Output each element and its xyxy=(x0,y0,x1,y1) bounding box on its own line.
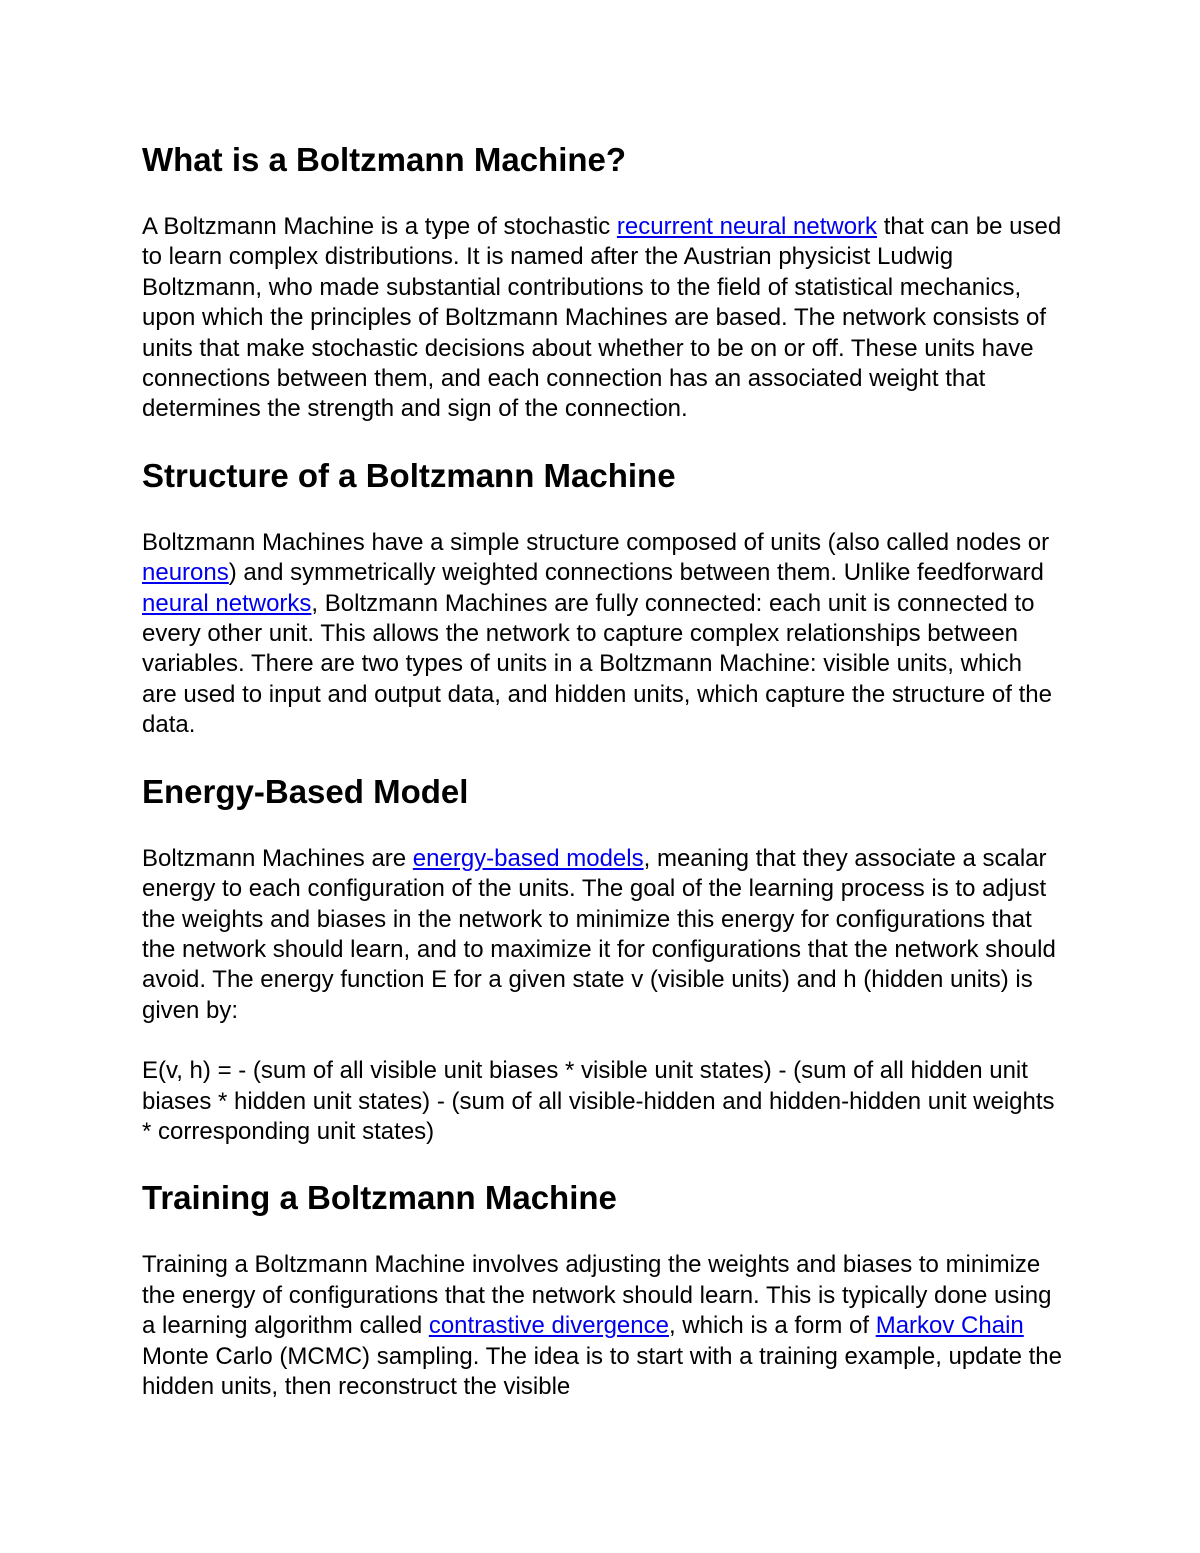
link-energy-based-models[interactable]: energy-based models xyxy=(412,844,644,872)
section-heading-structure: Structure of a Boltzmann Machine xyxy=(142,456,676,494)
link-neural-networks[interactable]: neural networks xyxy=(142,589,312,617)
paragraph-text: that can be used to learn complex distributions. It is named after the Austrian physicist Ludwig Boltzmann, who made substantial contributions to the field of statistical mechanics, upon which the principles of Boltzmann Machines are based. The network consists of units that make stochastic decisions about whether to be on or off. These units have connections between them, and each connection has an associated weight that determines the strength and sign of the connection. xyxy=(142,213,1062,423)
section-heading-what-is: What is a Boltzmann Machine? xyxy=(142,141,627,178)
link-contrastive-divergence[interactable]: contrastive divergence xyxy=(428,1312,669,1340)
paragraph-what-is xyxy=(142,212,1062,425)
paragraph-text: , meaning that they associate a scalar energy to each configuration of the units. The goal of the learning process is to adjust the weights and biases in the network to minimize this energy for configurations that the network should learn, and to maximize it for configurations that the network should avoid. The energy function E for a given state v (visible units) and h (hidden units) is given by: xyxy=(142,844,1056,1024)
paragraph-text: ) and symmetrically weighted connections between them. Unlike feedforward xyxy=(228,559,1044,587)
paragraph-text: Training a Boltzmann Machine involves adjusting the weights and biases to minimize the energy of configurations that the network should learn. This is typically done using a learning algorithm called xyxy=(142,1251,1052,1340)
paragraph-text: Boltzmann Machines have a simple structure composed of units (also called nodes or xyxy=(142,528,1050,556)
link-markov-chain[interactable]: Markov Chain xyxy=(875,1312,1024,1340)
link-recurrent-neural-network[interactable]: recurrent neural network xyxy=(616,213,878,240)
paragraph-training xyxy=(142,1250,1062,1402)
link-neurons[interactable]: neurons xyxy=(142,559,229,587)
paragraph-text: Monte Carlo (MCMC) sampling. The idea is to start with a training example, update the hidden units, then reconstruct the visible xyxy=(142,1342,1062,1400)
paragraph-text: Boltzmann Machines are xyxy=(142,844,413,872)
energy-formula: E(v, h) = - (sum of all visible unit biases * visible unit states) - (sum of all hidden unit biases * hidden unit states) - (sum of all visible-hidden and hidden-hidden unit weights * corresponding unit states) xyxy=(142,1057,1055,1145)
paragraph-structure xyxy=(142,528,1062,741)
paragraph-text: A Boltzmann Machine is a type of stochastic xyxy=(142,213,617,240)
document-page xyxy=(142,138,1062,1402)
section-heading-training: Training a Boltzmann Machine xyxy=(142,1179,617,1217)
section-heading-energy-based-model: Energy-Based Model xyxy=(142,772,469,810)
paragraph-text: , Boltzmann Machines are fully connected: each unit is connected to every other unit. This allows the network to capture complex relationships between variables. There are two types of units in a Boltzmann Machine: visible units, which are used to input and output data, and hidden units, which capture the structure of the data. xyxy=(142,589,1052,739)
paragraph-energy-based-model xyxy=(142,844,1062,1026)
paragraph-text: , which is a form of xyxy=(668,1312,876,1340)
